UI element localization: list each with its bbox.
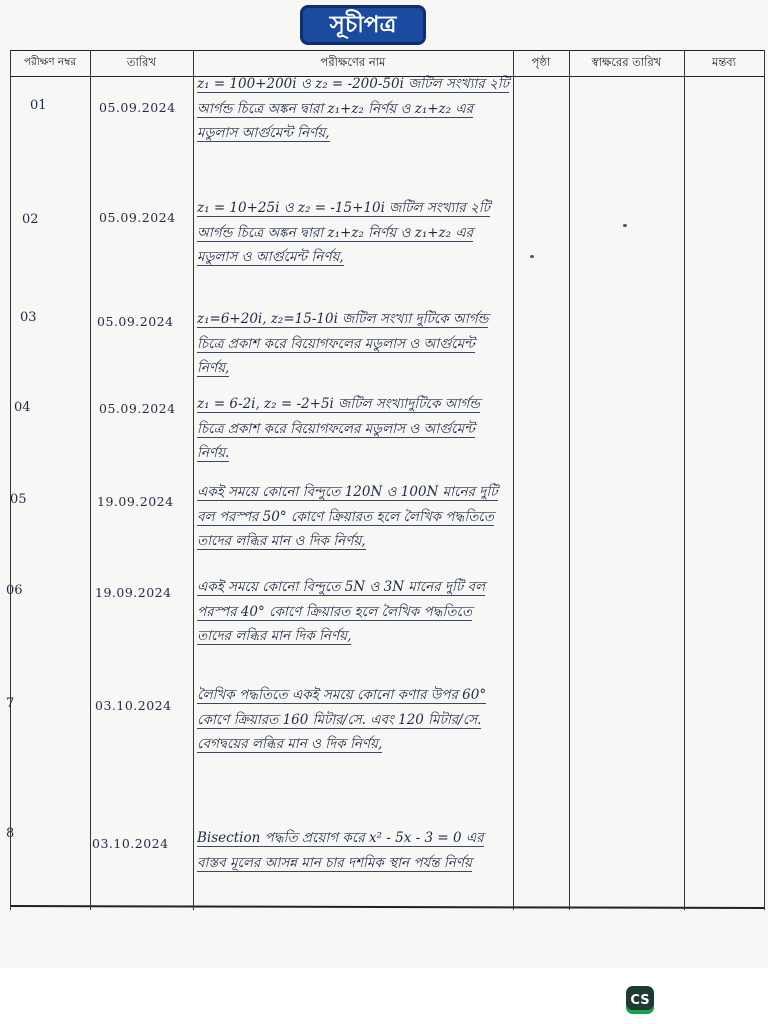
row-no: 01 xyxy=(30,98,47,113)
table-right-border xyxy=(764,50,765,910)
row-date: 05.09.2024 xyxy=(99,100,176,115)
table-left-border xyxy=(10,50,11,910)
row-name-text: z₁ = 6-2i, z₂ = -2+5i জটিল সংখ্যাদুটিকে আর্গন্ড চিত্রে প্রকাশ করে বিয়োগফলের মডুলাস ও আর্গুমেন্ট নির্ণয়. xyxy=(197,396,481,461)
row-name-text: একই সময়ে কোনো বিন্দুতে 120N ও 100N মানের দুটি বল পরস্পর 50° কোণে ক্রিয়ারত হলে লৈখিক পদ্ধতিতে তাদের লব্ধির মান ও দিক নির্ণয়, xyxy=(197,484,498,549)
header-name: পরীক্ষণের নাম xyxy=(320,54,386,69)
camscanner-logo: CS xyxy=(626,986,654,1014)
row-no: 03 xyxy=(20,310,37,325)
row-name-text: z₁ = 10+25i ও z₂ = -15+10i জটিল সংখ্যার ২টি আর্গন্ড চিত্রে অঙ্কন দ্বারা z₁+z₂ নির্ণয় ও z₁+z₂ এর মডুলাস ও আর্গুমেন্ট নির্ণয়, xyxy=(197,200,490,265)
row-name xyxy=(197,307,509,381)
page-title: সূচীপত্র xyxy=(300,5,426,45)
col-divider-name xyxy=(513,50,514,910)
row-name-text: একই সময়ে কোনো বিন্দুতে 5N ও 3N মানের দুটি বল পরস্পর 40° কোণে ক্রিয়ারত হলে লৈখিক পদ্ধতিতে তাদের লব্ধির মান দিক নির্ণয়, xyxy=(197,579,486,644)
row-name-text: z₁=6+20i, z₂=15-10i জটিল সংখ্যা দুটিকে আর্গন্ড চিত্রে প্রকাশ করে বিয়োগফলের মডুলাস ও আর্গুমেন্ট নির্ণয়, xyxy=(197,311,489,376)
row-no: 7 xyxy=(6,696,15,711)
header-date: তারিখ xyxy=(126,54,157,69)
row-date: 03.10.2024 xyxy=(92,836,169,851)
row-name xyxy=(197,196,509,270)
row-name xyxy=(197,575,509,649)
header-no: পরীক্ষণ নম্বর xyxy=(23,55,77,68)
pen-mark xyxy=(623,224,627,227)
row-no: 04 xyxy=(14,400,31,415)
col-divider-sign xyxy=(684,50,685,910)
header-remark: মন্তব্য xyxy=(711,54,737,69)
col-divider-page xyxy=(569,50,570,910)
row-no: 02 xyxy=(22,212,39,227)
row-date: 19.09.2024 xyxy=(95,585,172,600)
col-divider-no xyxy=(90,50,91,910)
row-date: 19.09.2024 xyxy=(97,494,174,509)
col-divider-date xyxy=(193,50,194,910)
row-date: 03.10.2024 xyxy=(95,698,172,713)
row-name xyxy=(197,826,509,875)
row-name-text: লৈখিক পদ্ধতিতে একই সময়ে কোনো কণার উপর 60° কোণে ক্রিয়ারত 160 মিটার/সে. এবং 120 মিটার/সে. বেগদ্বয়ের লব্ধির মান ও দিক নির্ণয়, xyxy=(197,687,487,752)
row-no: 8 xyxy=(6,826,15,841)
header-page: পৃষ্ঠা xyxy=(531,54,551,69)
row-no: 05 xyxy=(10,492,27,507)
row-no: 06 xyxy=(6,583,23,598)
row-name-text: z₁ = 100+200i ও z₂ = -200-50i জটিল সংখ্যার ২টি আর্গন্ড চিত্রে অঙ্কন দ্বারা z₁+z₂ নির্ণয় ও z₁+z₂ এর মডুলাস আর্গুমেন্ট নির্ণয়, xyxy=(197,76,509,141)
row-date: 05.09.2024 xyxy=(99,210,176,225)
row-date: 05.09.2024 xyxy=(97,314,174,329)
row-name xyxy=(197,683,509,757)
header-sign-date: স্বাক্ষরের তারিখ xyxy=(591,54,662,69)
row-name xyxy=(197,392,509,466)
row-name xyxy=(197,72,509,146)
row-name xyxy=(197,480,509,554)
pen-mark xyxy=(530,255,534,258)
row-date: 05.09.2024 xyxy=(99,401,176,416)
row-name-text: Bisection পদ্ধতি প্রয়োগ করে x² - 5x - 3 = 0 এর বাস্তব মূলের আসন্ন মান চার দশমিক স্থান পর্যন্ত নির্ণয় xyxy=(197,830,484,871)
